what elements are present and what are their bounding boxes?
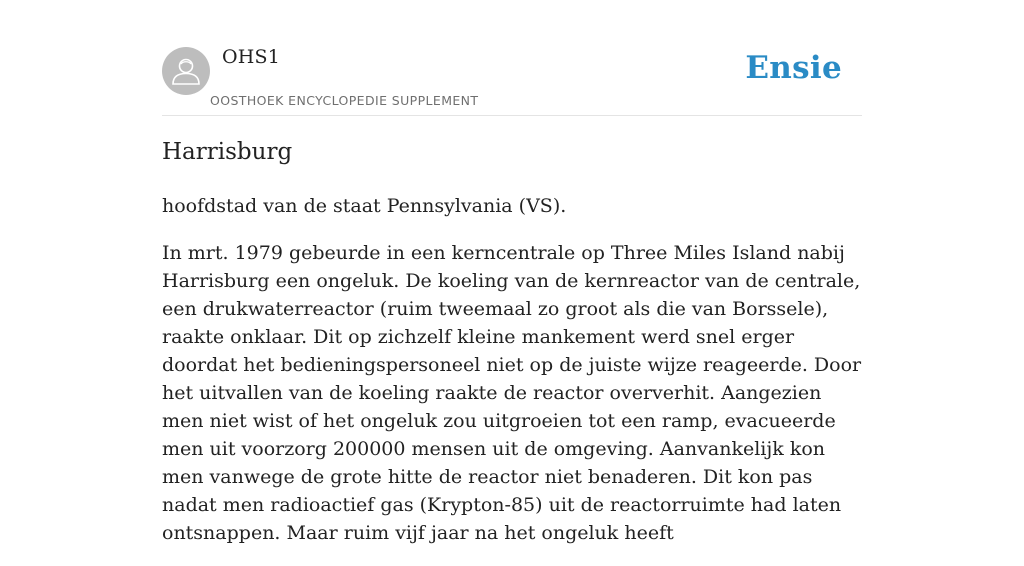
article-body	[162, 192, 867, 566]
author-name[interactable]: OHS1	[222, 46, 281, 68]
user-silhouette-icon	[162, 47, 210, 95]
article-paragraph: hoofdstad van de staat Pennsylvania (VS).	[162, 195, 567, 217]
source-label[interactable]: OOSTHOEK ENCYCLOPEDIE SUPPLEMENT	[210, 93, 479, 108]
page-title: Harrisburg	[162, 139, 293, 165]
page-header	[162, 0, 862, 116]
author-avatar[interactable]	[162, 47, 210, 95]
ensie-logo-link[interactable]: Ensie	[745, 50, 842, 86]
article-paragraph: In mrt. 1979 gebeurde in een kerncentrale op Three Miles Island nabij Harrisburg een ongeluk. De koeling van de kernreactor van de centrale, een drukwaterreactor (ruim tweemaal zo groot als die van Borssele), raakte onklaar. Dit op zichzelf kleine mankement werd snel erger doordat het bedieningspersoneel niet op de juiste wijze reageerde. Door het uitvallen van de koeling raakte de reactor oververhit. Aangezien men niet wist of het ongeluk zou uitgroeien tot een ramp, evacueerde men uit voorzorg 200000 mensen uit de omgeving. Aanvankelijk kon men vanwege de grote hitte de reactor niet benaderen. Dit kon pas nadat men radioactief gas (Krypton-85) uit de reactorruimte had laten ontsnappen. Maar ruim vijf jaar na het ongeluk heeft	[162, 242, 862, 544]
